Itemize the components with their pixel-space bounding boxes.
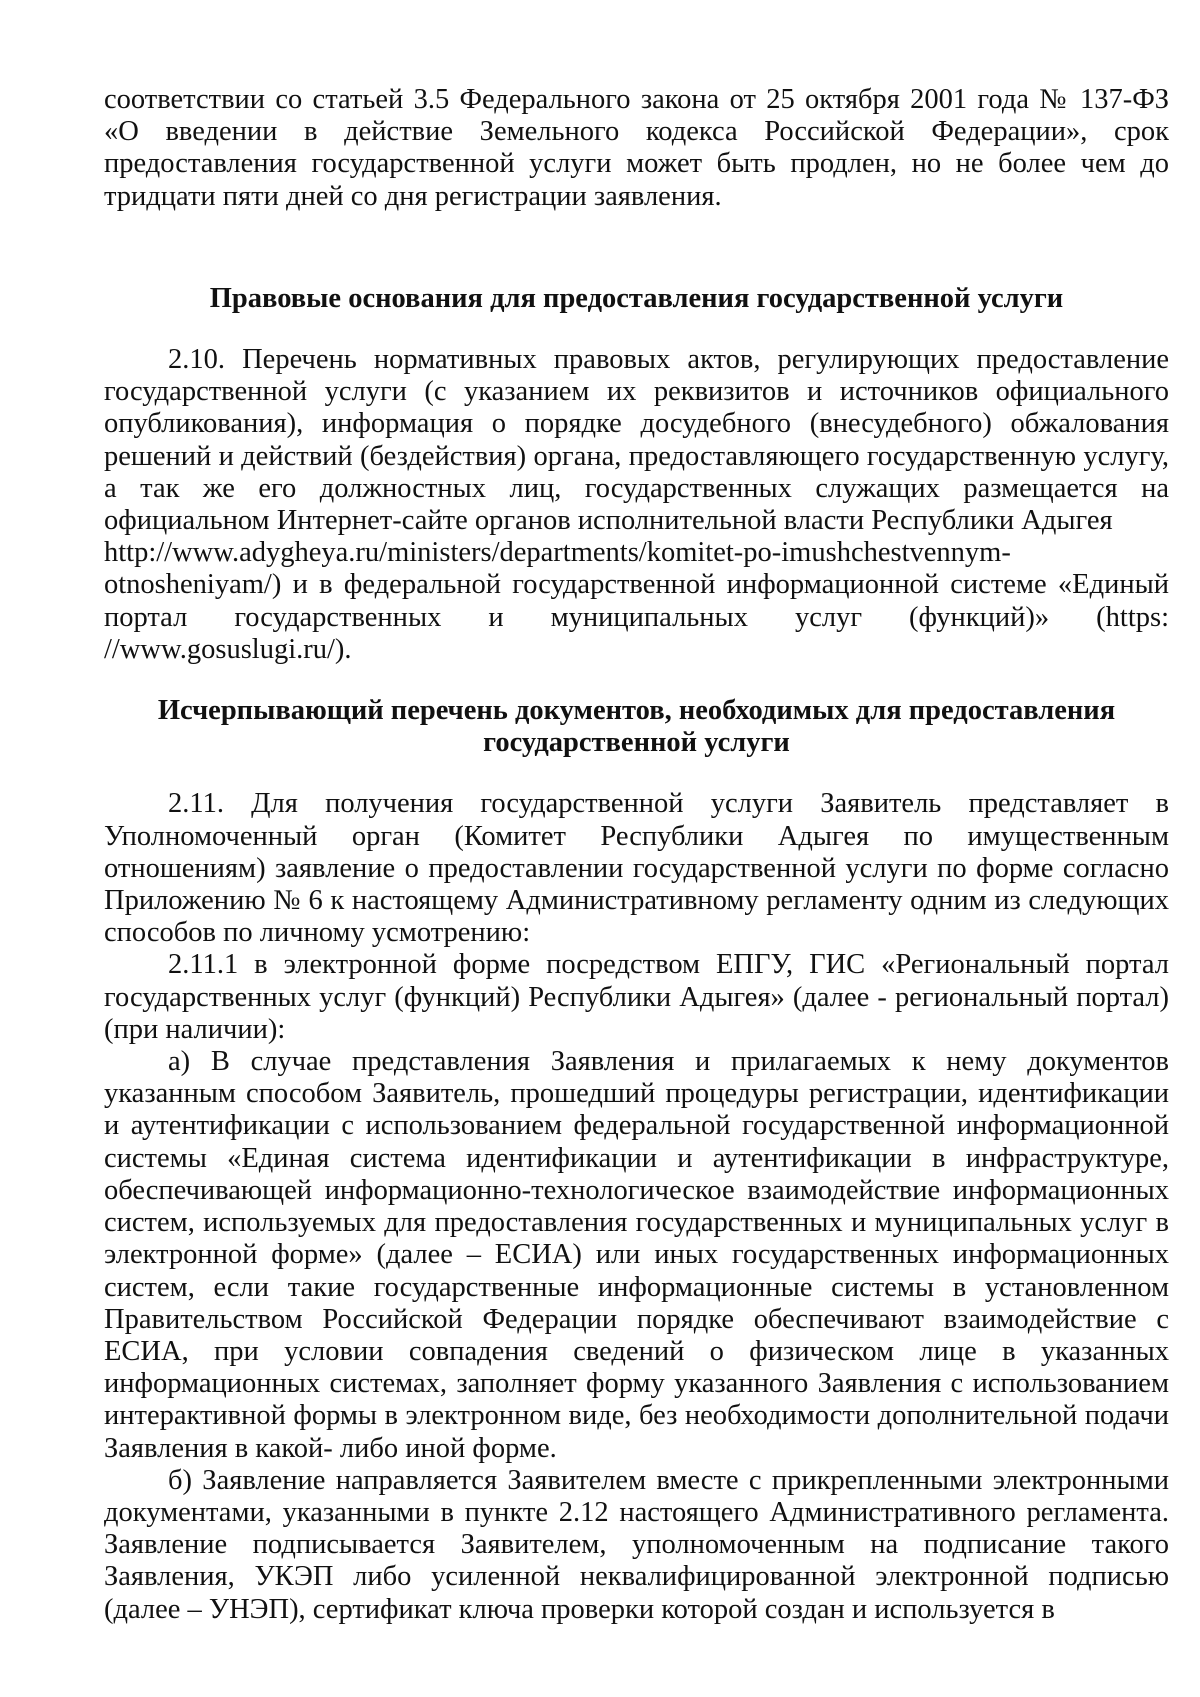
paragraph-a: а) В случае представления Заявления и прилагаемых к нему документов указанным способом Заявитель, прошедший процедуры регистрации, идентификации и аутентификации с использованием федеральной государственной информационной системы «Единая система идентификации и аутентификации в инфраструктуре, обеспечивающей информационно-технологическое взаимодействие информационных систем, используемых для предоставления государственных и муниципальных услуг в электронной форме» (далее – ЕСИА) или иных государственных информационных систем, если такие государственные информационные системы в установленном Правительством Российской Федерации порядке обеспечивают взаимодействие с ЕСИА, при условии совпадения сведений о физическом лице в указанных информационных системах, заполняет форму указанного Заявления с использованием интерактивной формы в электронном виде, без необходимости дополнительной подачи Заявления в какой- либо иной форме. bbox=[104, 1046, 1169, 1464]
intro-paragraph: соответствии со статьей 3.5 Федерального закона от 25 октября 2001 года № 137-ФЗ «О введении в действие Земельного кодекса Российской Федерации», срок предоставления государственной услуги может быть продлен, но не более чем до тридцати пяти дней со дня регистрации заявления. bbox=[104, 84, 1169, 212]
heading-legal-basis: Правовые основания для предоставления государственной услуги bbox=[209, 282, 1064, 314]
heading-documents bbox=[104, 695, 1169, 759]
paragraph-2-11: 2.11. Для получения государственной услуги Заявитель представляет в Уполномоченный орган (Комитет Республики Адыгея по имущественным отношениям) заявление о предоставлении государственной услуги по форме согласно Приложению № 6 к настоящему Административному регламенту одним из следующих способов по личному усмотрению: bbox=[104, 788, 1169, 949]
section-2-10 bbox=[104, 344, 1169, 666]
heading-documents-line-1: Исчерпывающий перечень документов, необходимых для предоставления bbox=[157, 695, 1116, 727]
paragraph-b: б) Заявление направляется Заявителем вместе с прикрепленными электронными документами, указанными в пункте 2.12 настоящего Административного регламента. Заявление подписывается Заявителем, уполномоченным на подписание такого Заявления, УКЭП либо усиленной неквалифицированной электронной подписью (далее – УНЭП), сертификат ключа проверки которой создан и используется в bbox=[104, 1464, 1169, 1625]
heading-documents-line-2: государственной услуги bbox=[483, 727, 790, 759]
paragraph-2-10-start: 2.10. Перечень нормативных правовых актов, регулирующих предоставление государственной услуги (с указанием их реквизитов и источников официального опубликования), информация о порядке досудебного (внесудебного) обжалования решений и действий (бездействия) органа, предоставляющего государственную услугу, а так же его должностных лиц, государственных служащих размещается на официальном Интернет-сайте органов исполнительной власти Республики Адыгея bbox=[104, 344, 1169, 537]
paragraph-2-10-end: otnosheniyam/) и в федеральной государственной информационной системе «Единый портал государственных и муниципальных услуг (функций)» (https: //www.gosuslugi.ru/). bbox=[104, 569, 1169, 665]
paragraph-2-11-1: 2.11.1 в электронной форме посредством ЕПГУ, ГИС «Региональный портал государственных услуг (функций) Республики Адыгея» (далее - региональный портал) (при наличии): bbox=[104, 949, 1169, 1045]
paragraph-2-10-url: http://www.adygheya.ru/ministers/departments/komitet-po-imushchestvennym- bbox=[104, 537, 1011, 569]
document-body bbox=[104, 84, 1169, 1626]
